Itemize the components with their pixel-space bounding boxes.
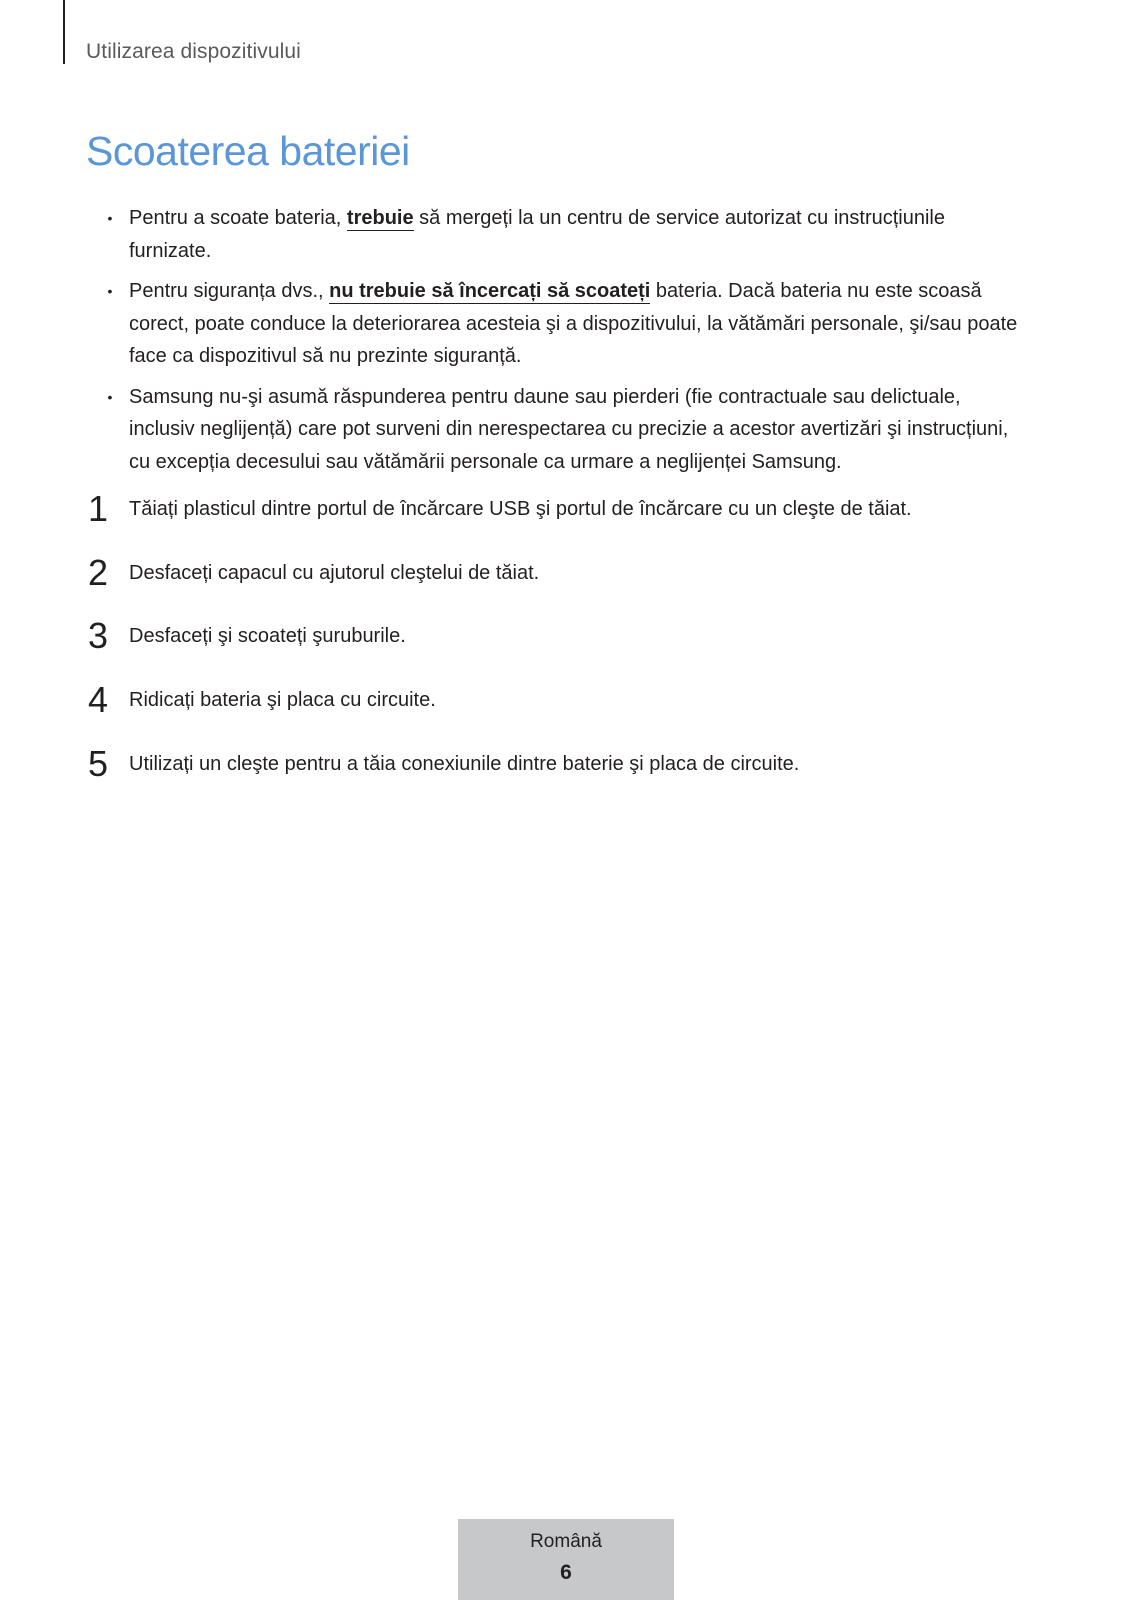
warning-text: să mergeți la un centru de service autorizat cu instrucțiunile furnizate. <box>129 207 945 262</box>
step-number: 3 <box>87 615 109 656</box>
step-text: Ridicați bateria şi placa cu circuite. <box>129 689 436 711</box>
step-4 <box>84 679 1044 724</box>
section-header: Utilizarea dispozitivului <box>86 40 301 63</box>
warning-text: Pentru siguranța dvs., <box>129 280 330 302</box>
warning-item <box>100 381 1030 479</box>
warning-text: Pentru a scoate bateria, <box>129 207 347 229</box>
warning-item <box>100 275 1030 373</box>
step-text: Utilizați un cleşte pentru a tăia conexiunile dintre baterie şi placa de circuite. <box>129 753 800 775</box>
bullet-marker: • <box>107 283 113 299</box>
warning-emphasis: nu trebuie să încercați să scoateți <box>329 280 651 302</box>
margin-rule <box>63 0 65 64</box>
footer-language: Română <box>530 1531 602 1552</box>
warning-text: Samsung nu-şi asumă răspunderea pentru daune sau pierderi (fie contractuale sau delictuale, inclusiv neglijență) care pot surveni din nerespectarea cu precizie a acestor avertizări şi instrucțiuni, cu excepția decesului sau vătămării personale ca urmare a neglijenței Samsung. <box>129 385 1009 473</box>
step-3 <box>84 615 1044 660</box>
warning-item <box>100 202 1030 267</box>
page-footer <box>458 1519 674 1600</box>
step-1 <box>84 488 1044 533</box>
step-text: Desfaceți şi scoateți şuruburile. <box>129 625 406 647</box>
step-number: 4 <box>87 679 109 720</box>
step-number: 2 <box>87 552 109 593</box>
step-number: 1 <box>87 488 109 529</box>
warning-emphasis: trebuie <box>346 207 414 229</box>
page-number: 6 <box>560 1561 572 1584</box>
warning-list <box>100 202 1030 486</box>
step-text: Desfaceți capacul cu ajutorul cleştelui de tăiat. <box>129 562 540 584</box>
step-5 <box>84 743 1044 788</box>
step-number: 5 <box>87 743 109 784</box>
warning-text: bateria. Dacă bateria nu este scoasă corect, poate conduce la deteriorarea acesteia şi a dispozitivului, la vătămări personale, şi/sau poate face ca dispozitivul să nu prezinte siguranță. <box>129 280 1018 367</box>
step-text: Tăiați plasticul dintre portul de încărcare USB şi portul de încărcare cu un cleşte de tăiat. <box>129 498 912 520</box>
page-title: Scoaterea bateriei <box>86 128 410 174</box>
bullet-marker: • <box>107 388 113 405</box>
step-2 <box>84 552 1044 597</box>
bullet-marker: • <box>107 210 113 226</box>
